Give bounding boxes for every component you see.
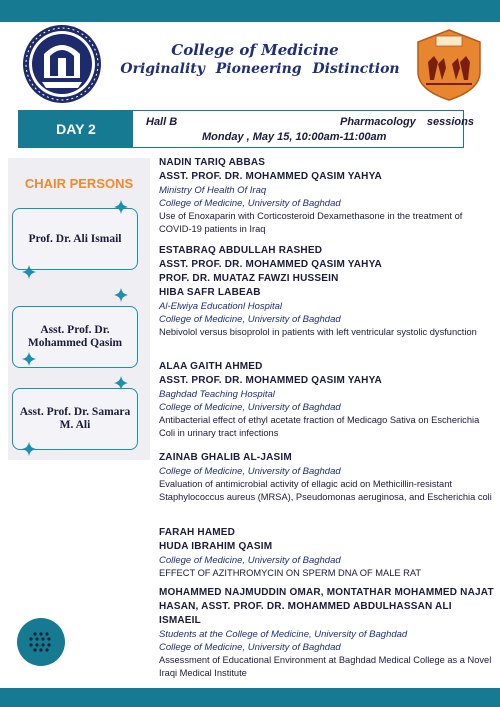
presentation-entry <box>159 360 494 440</box>
author-line: ASST. PROF. DR. MOHAMMED QASIM YAHYA <box>159 375 382 386</box>
presentation-title: Evaluation of antimicrobial activity of ellagic acid on Methicillin-resistant Staphylococcus aureus (MRSA), Pseudomonas aeruginosa, and Escherichia coli <box>159 479 492 502</box>
affiliation-line: College of Medicine, University of Baghdad <box>159 198 341 209</box>
college-name: College of Medicine <box>171 41 339 59</box>
sparkle-icon <box>22 442 36 456</box>
author-line: HIBA SAFR LABEAB <box>159 287 261 298</box>
college-emblem <box>416 28 482 102</box>
sparkle-icon <box>22 352 36 366</box>
chair-person-card <box>12 388 138 450</box>
author-line: HUDA IBRAHIM QASIM <box>159 541 273 552</box>
author-line: FARAH HAMED <box>159 527 236 538</box>
top-banner-bar <box>0 0 500 22</box>
presentation-entry <box>159 451 494 504</box>
author-line: NADIN TARIQ ABBAS <box>159 157 266 168</box>
author-line: MOHAMMED NAJMUDDIN OMAR, MONTATHAR MOHAMMED NAJAT HASAN, ASST. PROF. DR. MOHAMMED ABDULHASSAN ALI ISMAEIL <box>159 587 494 626</box>
affiliation-line: College of Medicine, University of Baghdad <box>159 642 341 653</box>
affiliation-line: Al-Elwiya Educationl Hospital <box>159 301 283 312</box>
sparkle-icon <box>22 265 36 279</box>
university-logo <box>22 24 102 104</box>
presentation-entry <box>159 586 494 680</box>
sparkle-icon <box>114 200 128 214</box>
college-motto: Originality Pioneering Distinction <box>120 61 400 77</box>
chair-persons-heading: CHAIR PERSONS <box>24 176 134 191</box>
chair-person-name: Asst. Prof. Dr. Samara M. Ali <box>19 406 131 431</box>
presentation-title: EFFECT OF AZITHROMYCIN ON SPERM DNA OF MALE RAT <box>159 568 422 578</box>
affiliation-line: College of Medicine, University of Baghdad <box>159 314 341 325</box>
author-line: ASST. PROF. DR. MOHAMMED QASIM YAHYA <box>159 259 382 270</box>
session-topic: Pharmacology sessions <box>340 116 474 128</box>
dot-grid-icon <box>17 618 65 666</box>
author-line: ZAINAB GHALIB AL-JASIM <box>159 452 292 463</box>
chair-person-card <box>12 208 138 270</box>
session-datetime: Monday , May 15, 10:00am-11:00am <box>202 131 387 143</box>
hall-label: Hall B <box>146 116 178 128</box>
bottom-banner-bar <box>0 688 500 707</box>
presentation-entry <box>159 526 494 580</box>
affiliation-line: Baghdad Teaching Hospital <box>159 389 275 400</box>
author-line: PROF. DR. MUATAZ FAWZI HUSSEIN <box>159 273 339 284</box>
presentation-entry <box>159 156 494 236</box>
presentation-title: Use of Enoxaparin with Corticosteroid Dexamethasone in the treatment of COVID-19 patients in Iraq <box>159 211 463 234</box>
chair-person-name: Asst. Prof. Dr. Mohammed Qasim <box>27 324 123 349</box>
affiliation-line: College of Medicine, University of Baghdad <box>159 402 341 413</box>
affiliation-line: College of Medicine, University of Baghdad <box>159 466 341 477</box>
affiliation-line: College of Medicine, University of Baghdad <box>159 555 341 566</box>
presentation-title: Antibacterial effect of ethyl acetate fraction of Medicago Sativa on Escherichia Coli in urinary tract infections <box>159 415 480 438</box>
presentation-entry <box>159 244 494 339</box>
chair-person-name: Prof. Dr. Ali Ismail <box>28 232 122 245</box>
sparkle-icon <box>114 376 128 390</box>
day-badge: DAY 2 <box>19 111 133 147</box>
affiliation-line: Ministry Of Health Of Iraq <box>159 185 267 196</box>
author-line: ESTABRAQ ABDULLAH RASHED <box>159 245 323 256</box>
author-line: ASST. PROF. DR. MOHAMMED QASIM YAHYA <box>159 171 382 182</box>
decorative-dots-circle <box>17 618 65 666</box>
sparkle-icon <box>114 288 128 302</box>
presentation-title: Nebivolol versus bisoprolol in patients with left ventricular systolic dysfunction <box>159 327 477 337</box>
affiliation-line: Students at the College of Medicine, University of Baghdad <box>159 629 408 640</box>
author-line: ALAA GAITH AHMED <box>159 361 263 372</box>
presentation-title: Assessment of Educational Environment at Baghdad Medical College as a Novel Iraqi Medical Institute <box>159 655 492 678</box>
